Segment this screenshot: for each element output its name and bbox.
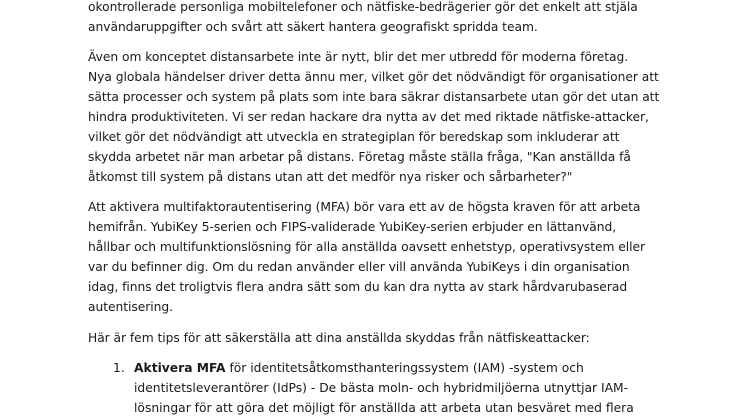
text-line: vilket gör det nödvändigt att utveckla en strategiplan för beredskap som inkluderar att (88, 130, 620, 144)
text-line: var du befinner dig. Om du redan använder eller vill använda YubiKeys i din organisation (88, 260, 630, 274)
text-line: identitetsleverantörer (IdPs) - De bästa moln- och hybridmiljöerna utnyttjar IAM- (134, 381, 629, 395)
text-line: sätta processer och system på plats som inte bara säkrar distansarbete utan gör det utan att (88, 90, 660, 104)
text-line: användaruppgifter och svårt att säkert hantera geografiskt spridda team. (88, 20, 538, 34)
paragraph-intro-continuation (88, 0, 728, 37)
text-line: autentisering. (88, 300, 174, 314)
list-first-line-rest: för identitetsåtkomsthanteringssystem (IAM) -system och (225, 361, 584, 375)
text-line: lösningar för att göra det möjligt för anställda att arbeta utan besväret med flera (134, 401, 634, 415)
text-line: hållbar och multifunktionslösning för alla anställda oavsett enhetstyp, operativsystem eller (88, 240, 646, 254)
text-line: Att aktivera multifaktorautentisering (MFA) bör vara ett av de högsta kraven för att arbeta (88, 200, 641, 214)
paragraph-mfa (88, 197, 728, 317)
list-bold-lead: Aktivera MFA (134, 361, 226, 375)
text-line: hindra produktiviteten. Vi ser redan hackare dra nytta av det med riktade nätfiske-attacker, (88, 110, 649, 124)
text-line: hemifrån. YubiKey 5-serien och FIPS-validerade YubiKey-serien erbjuder en lättanvänd, (88, 220, 617, 234)
text-line: skydda arbetet när man arbetar på distans. Företag måste ställa fråga, "Kan anställda få (88, 150, 631, 164)
text-line: Även om konceptet distansarbete inte är nytt, blir det mer utbredd för moderna företag. (88, 50, 629, 64)
text-line: Här är fem tips för att säkerställa att dina anställda skyddas från nätfiskeattacker: (88, 331, 590, 345)
text-line: idag, finns det troligtvis flera andra sätt som du kan dra nytta av stark hårdvarubaserad (88, 280, 628, 294)
list-item-body (134, 358, 634, 418)
list-number: 1. (113, 361, 125, 375)
text-line: åtkomst till system på distans utan att det medför nya risker och sårbarheter?" (88, 170, 573, 184)
text-line: Nya globala händelser driver detta ännu mer, vilket gör det nödvändigt för organisationer att (88, 70, 659, 84)
paragraph-remote-work (88, 47, 728, 187)
paragraph-tips-intro (88, 328, 728, 348)
list-first-line (134, 358, 634, 378)
text-line: okontrollerade personliga mobiltelefoner och nätfiske-bedrägerier gör det enkelt att stjäla (88, 0, 638, 14)
